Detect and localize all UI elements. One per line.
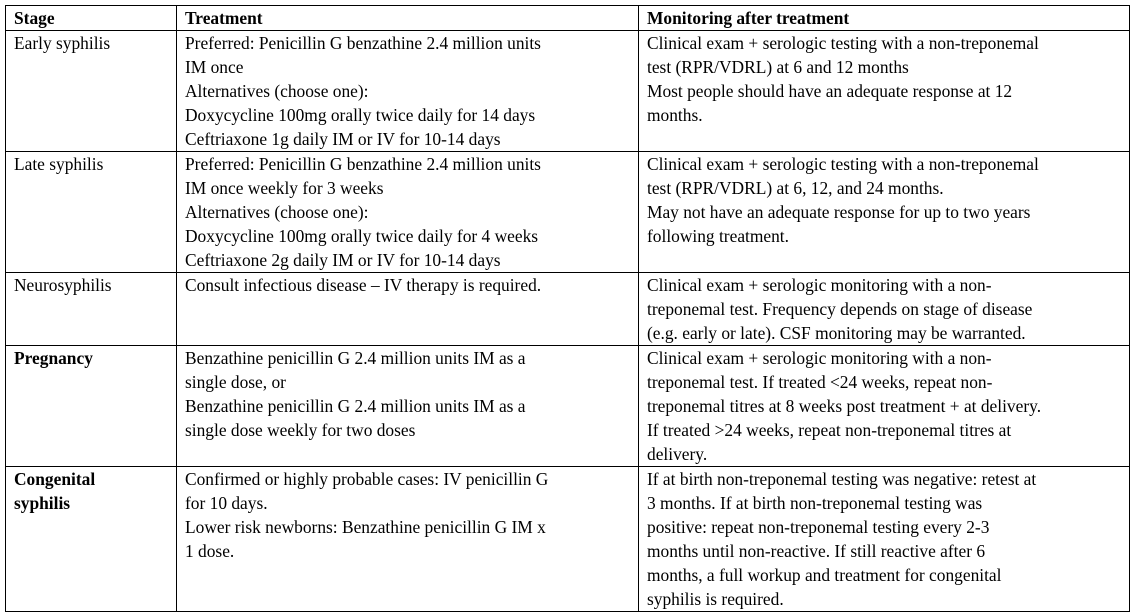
treatment-line: Lower risk newborns: Benzathine penicillin G IM x xyxy=(185,517,546,537)
treatment-line: Alternatives (choose one): xyxy=(185,81,369,101)
monitoring-line: May not have an adequate response for up to two years xyxy=(647,202,1031,222)
treatment-line: Ceftriaxone 1g daily IM or IV for 10-14 days xyxy=(185,129,501,149)
header-treatment: Treatment xyxy=(177,6,639,31)
stage-cell xyxy=(6,467,177,612)
treatment-cell xyxy=(177,273,639,346)
monitoring-line: Most people should have an adequate response at 12 xyxy=(647,81,1013,101)
treatment-line: Preferred: Penicillin G benzathine 2.4 million units xyxy=(185,33,541,53)
monitoring-line: months, a full workup and treatment for congenital xyxy=(647,565,1002,585)
stage-label: syphilis xyxy=(14,493,71,513)
treatment-line: Confirmed or highly probable cases: IV penicillin G xyxy=(185,469,549,489)
monitoring-line: Clinical exam + serologic testing with a non-treponemal xyxy=(647,33,1039,53)
monitoring-line: If at birth non-treponemal testing was negative: retest at xyxy=(647,469,1037,489)
monitoring-line: test (RPR/VDRL) at 6, 12, and 24 months. xyxy=(647,178,944,198)
treatment-line: Ceftriaxone 2g daily IM or IV for 10-14 days xyxy=(185,250,501,270)
monitoring-line: treponemal test. Frequency depends on stage of disease xyxy=(647,299,1033,319)
treatment-cell xyxy=(177,346,639,467)
treatment-line: Doxycycline 100mg orally twice daily for 4 weeks xyxy=(185,226,539,246)
monitoring-line: If treated >24 weeks, repeat non-treponemal titres at xyxy=(647,420,1012,440)
monitoring-line: 3 months. If at birth non-treponemal testing was xyxy=(647,493,983,513)
treatment-line: 1 dose. xyxy=(185,541,235,561)
treatment-line: Preferred: Penicillin G benzathine 2.4 million units xyxy=(185,154,541,174)
monitoring-line: treponemal test. If treated <24 weeks, repeat non- xyxy=(647,372,993,392)
syphilis-treatment-table xyxy=(5,5,1130,612)
monitoring-line: delivery. xyxy=(647,444,708,464)
monitoring-line: following treatment. xyxy=(647,226,789,246)
treatment-line: Consult infectious disease – IV therapy is required. xyxy=(185,275,542,295)
monitoring-line: treponemal titres at 8 weeks post treatment + at delivery. xyxy=(647,396,1042,416)
stage-cell xyxy=(6,346,177,467)
stage-cell xyxy=(6,273,177,346)
header-monitoring: Monitoring after treatment xyxy=(639,6,1130,31)
stage-label: Early syphilis xyxy=(14,33,111,53)
monitoring-line: months. xyxy=(647,105,703,125)
table-row-congenital-syphilis xyxy=(6,467,1130,612)
treatment-cell xyxy=(177,152,639,273)
monitoring-line: syphilis is required. xyxy=(647,589,784,609)
monitoring-cell xyxy=(639,467,1130,612)
treatment-line: IM once xyxy=(185,57,244,77)
treatment-line: Alternatives (choose one): xyxy=(185,202,369,222)
treatment-line: IM once weekly for 3 weeks xyxy=(185,178,384,198)
monitoring-cell xyxy=(639,152,1130,273)
monitoring-line: Clinical exam + serologic testing with a non-treponemal xyxy=(647,154,1039,174)
treatment-line: for 10 days. xyxy=(185,493,268,513)
treatment-cell xyxy=(177,467,639,612)
header-stage: Stage xyxy=(6,6,177,31)
monitoring-line: Clinical exam + serologic monitoring with a non- xyxy=(647,348,992,368)
monitoring-cell xyxy=(639,346,1130,467)
treatment-cell xyxy=(177,31,639,152)
stage-label: Pregnancy xyxy=(14,348,93,368)
monitoring-line: Clinical exam + serologic monitoring with a non- xyxy=(647,275,992,295)
monitoring-line: (e.g. early or late). CSF monitoring may be warranted. xyxy=(647,323,1026,343)
monitoring-cell xyxy=(639,31,1130,152)
stage-cell xyxy=(6,152,177,273)
table-row-early-syphilis xyxy=(6,31,1130,152)
treatment-line: Doxycycline 100mg orally twice daily for 14 days xyxy=(185,105,536,125)
treatment-line: single dose weekly for two doses xyxy=(185,420,416,440)
stage-cell xyxy=(6,31,177,152)
monitoring-line: months until non-reactive. If still reactive after 6 xyxy=(647,541,986,561)
table-row-neurosyphilis xyxy=(6,273,1130,346)
stage-label: Late syphilis xyxy=(14,154,104,174)
treatment-line: Benzathine penicillin G 2.4 million units IM as a xyxy=(185,348,526,368)
stage-label: Neurosyphilis xyxy=(14,275,112,295)
monitoring-line: test (RPR/VDRL) at 6 and 12 months xyxy=(647,57,909,77)
monitoring-line: positive: repeat non-treponemal testing every 2-3 xyxy=(647,517,990,537)
header-row xyxy=(6,6,1130,31)
monitoring-cell xyxy=(639,273,1130,346)
table-row-late-syphilis xyxy=(6,152,1130,273)
table-row-pregnancy xyxy=(6,346,1130,467)
treatment-line: single dose, or xyxy=(185,372,286,392)
stage-label: Congenital xyxy=(14,469,96,489)
treatment-line: Benzathine penicillin G 2.4 million units IM as a xyxy=(185,396,526,416)
